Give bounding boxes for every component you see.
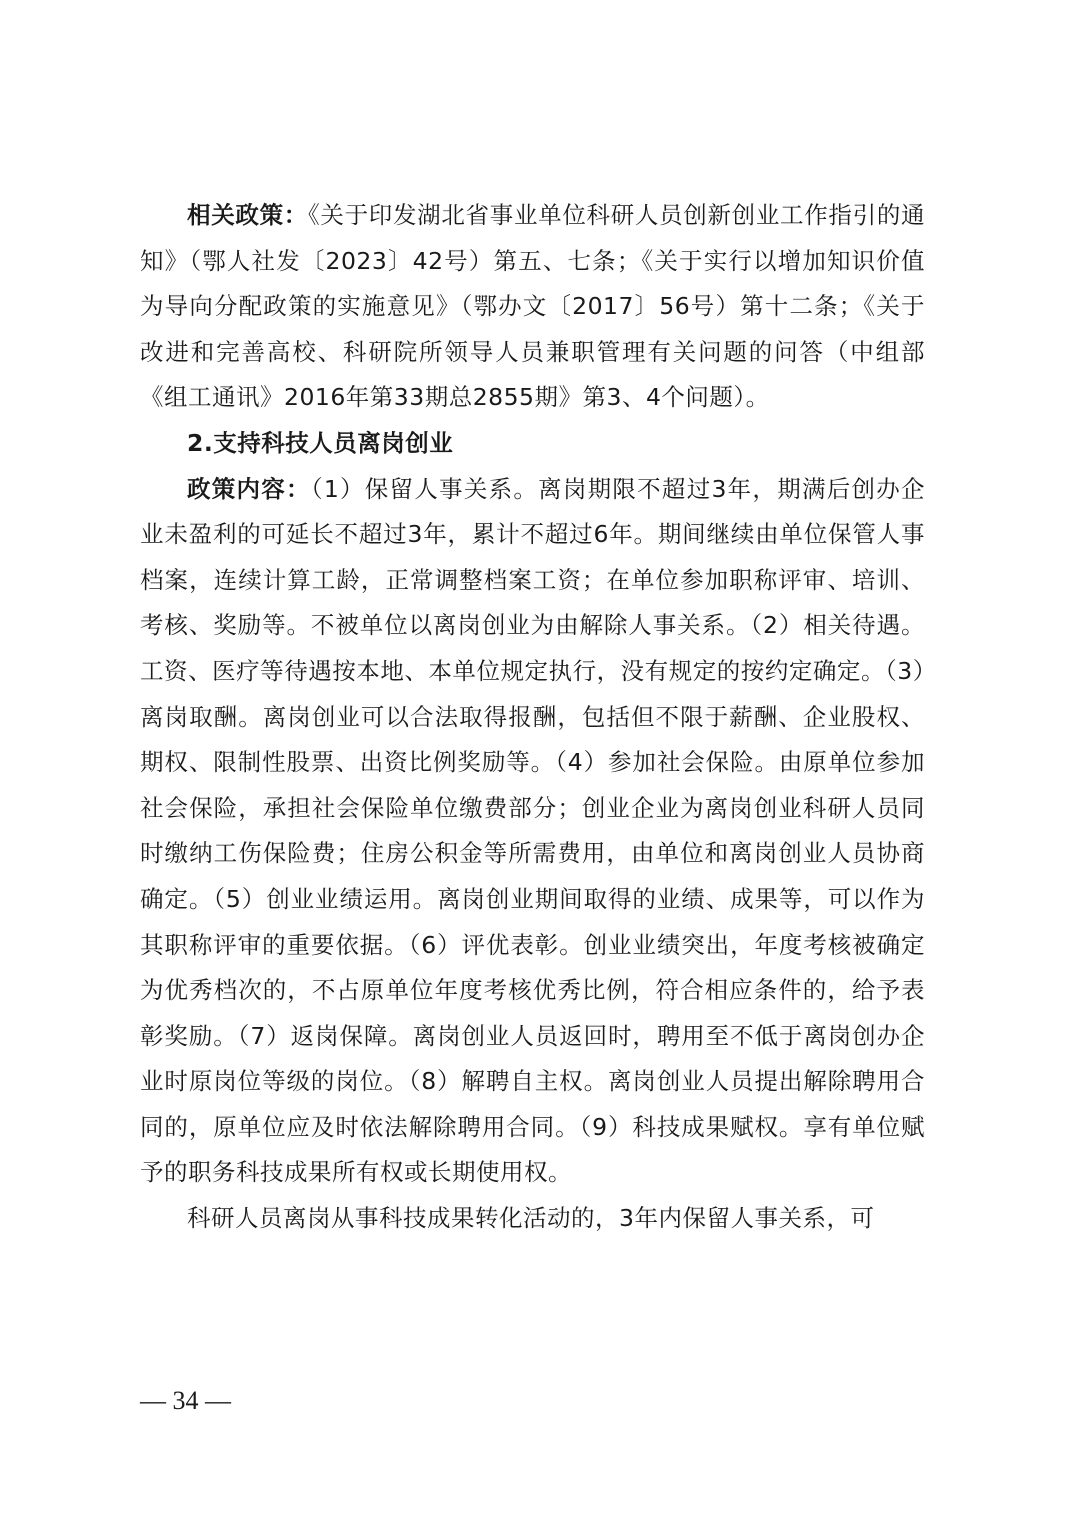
policy-content-label: 政策内容： (187, 474, 311, 503)
related-policies-text: 《关于印发湖北省事业单位科研人员创新创业工作指引的通知》（鄂人社发〔2023〕42号）第五、七条；《关于实行以增加知识价值为导向分配政策的实施意见》（鄂办文〔2017〕56号）第十二条；《关于改进和完善高校、科研院所领导人员兼职管理有关问题的问答（中组部《组工通讯》2016年第33期总2855期》第3、4个问题）。 (140, 201, 926, 412)
section-heading: 2.支持科技人员离岗创业 (187, 428, 454, 457)
page-number: — 34 — (140, 1386, 231, 1415)
related-policies-label: 相关政策： (187, 201, 308, 229)
document-body (140, 193, 925, 1242)
continuation-paragraph (140, 1196, 925, 1242)
continuation-text: 科研人员离岗从事科技成果转化活动的，3年内保留人事关系，可 (187, 1204, 875, 1233)
policy-content-paragraph (140, 467, 925, 1197)
policy-content-text: （1）保留人事关系。离岗期限不超过3年，期满后创办企业未盈利的可延长不超过3年，累计不超过6年。期间继续由单位保管人事档案，连续计算工龄，正常调整档案工资；在单位参加职称评审、培训、考核、奖励等。不被单位以离岗创业为由解除人事关系。（2）相关待遇。工资、医疗等待遇按本地、本单位规定执行，没有规定的按约定确定。（3）离岗取酬。离岗创业可以合法取得报酬，包括但不限于薪酬、企业股权、期权、限制性股票、出资比例奖励等。（4）参加社会保险。由原单位参加社会保险，承担社会保险单位缴费部分；创业企业为离岗创业科研人员同时缴纳工伤保险费；住房公积金等所需费用，由单位和离岗创业人员协商确定。（5）创业业绩运用。离岗创业期间取得的业绩、成果等，可以作为其职称评审的重要依据。（6）评优表彰。创业业绩突出，年度考核被确定为优秀档次的，不占原单位年度考核优秀比例，符合相应条件的，给予表彰奖励。（7）返岗保障。离岗创业人员返回时，聘用至不低于离岗创办企业时原岗位等级的岗位。（8）解聘自主权。离岗创业人员提出解除聘用合同的，原单位应及时依法解除聘用合同。（9）科技成果赋权。享有单位赋予的职务科技成果所有权或长期使用权。 (140, 474, 926, 1187)
related-policies-paragraph (140, 193, 925, 421)
